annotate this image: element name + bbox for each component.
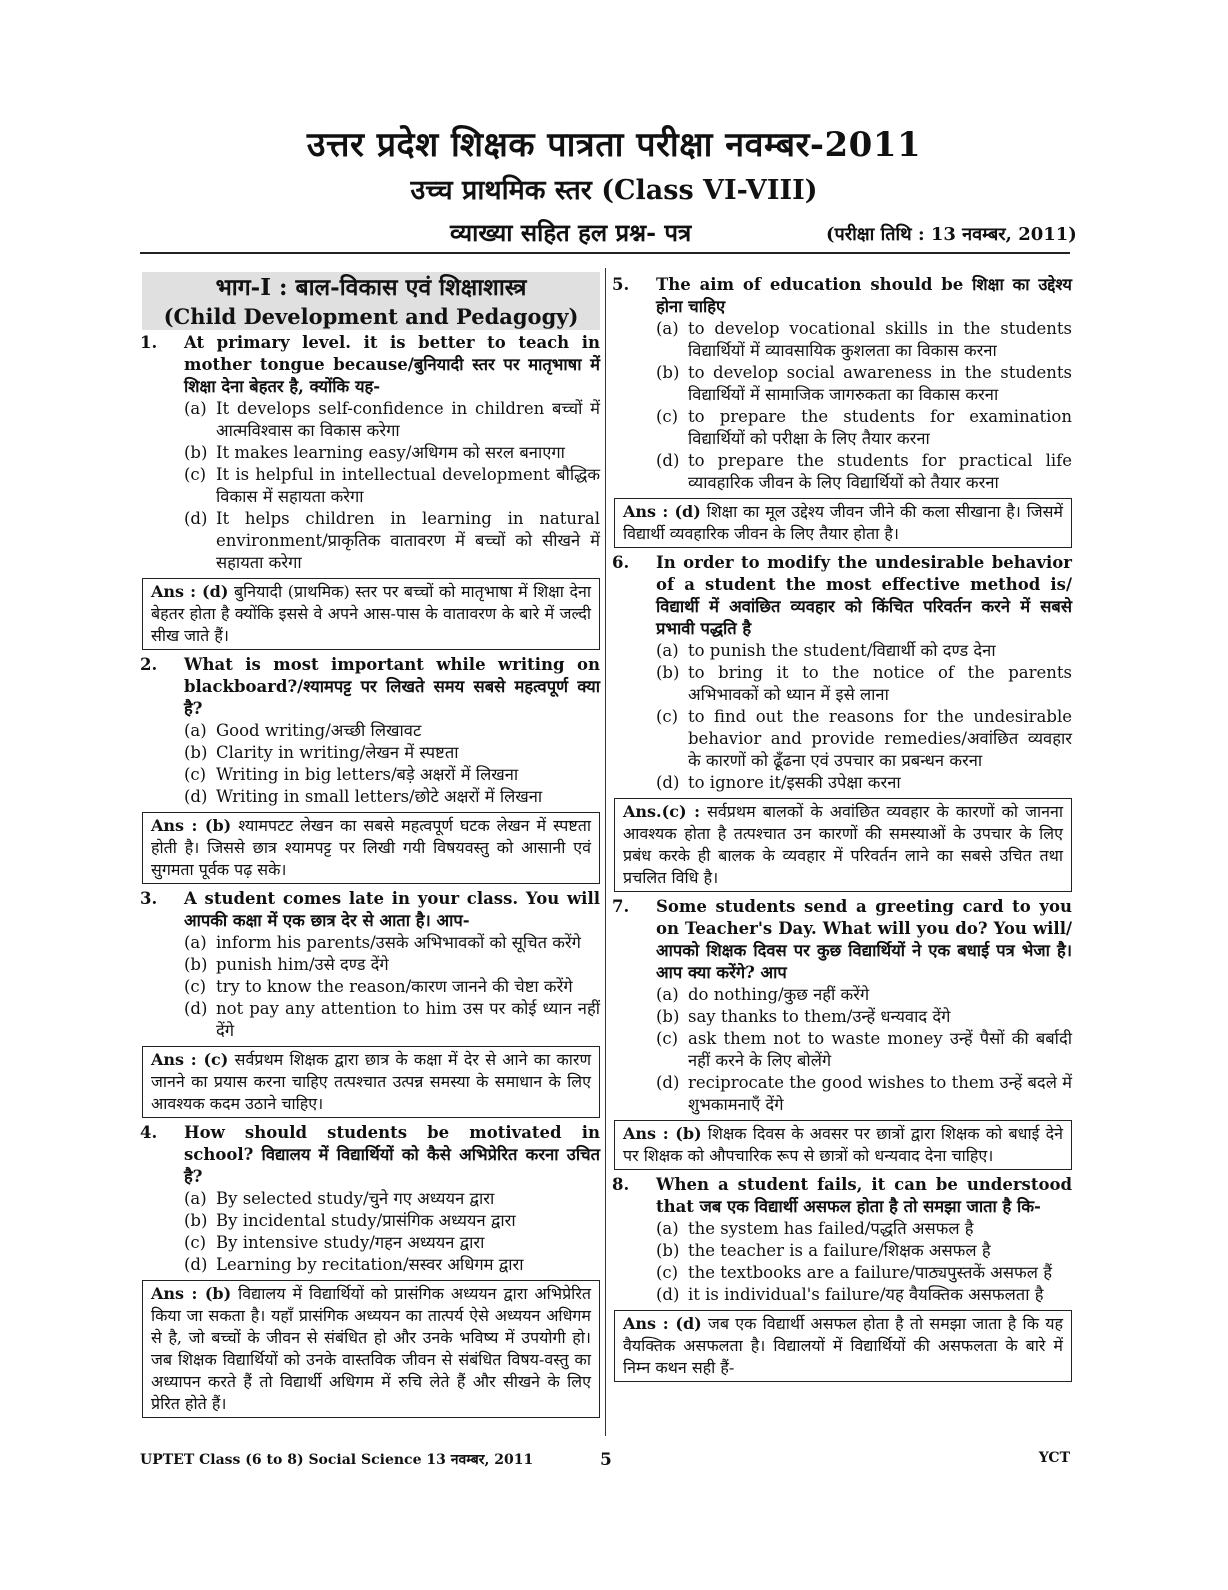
- option: [184, 464, 600, 508]
- question-text: Some students send a greeting card to you on Teacher's Day. What will you do? You will/आपको शिक्षक दिवस पर कुछ विद्यार्थियों ने एक बधाई पत्र भेजा है। आप क्या करेंगे? आप: [656, 897, 1072, 982]
- option-text: the textbooks are a failure/पाठ्यपुस्तकें असफल हैं: [688, 1263, 1052, 1282]
- answer-explanation: सर्वप्रथम शिक्षक द्वारा छात्र के कक्षा में देर से आने का कारण जानने का प्रयास करना चाहिए तत्पश्चात उत्पन्न समस्या के समाधान के लिए आवश्यक कदम उठाने चाहिए।: [151, 1050, 592, 1113]
- option-letter: (a): [184, 721, 207, 740]
- option: [656, 662, 1072, 706]
- option-letter: (b): [656, 663, 680, 682]
- question-text: The aim of education should be शिक्षा का उद्देश्य होना चाहिए: [656, 275, 1072, 316]
- option-text: By intensive study/गहन अध्ययन द्वारा: [216, 1233, 485, 1252]
- option-letter: (c): [184, 465, 207, 484]
- option: [656, 450, 1072, 494]
- option-text: to find out the reasons for the undesirable behavior and provide remedies/अवांछित व्यवहार के कारणों को ढूँढना एवं उपचार का प्रबन्धन करना: [688, 707, 1072, 770]
- answer-label: Ans : (d): [623, 1314, 702, 1333]
- option-letter: (c): [184, 977, 207, 996]
- option-text: the system has failed/पद्धति असफल है: [688, 1219, 974, 1238]
- option-letter: (c): [656, 1029, 679, 1048]
- option-text: ask them not to waste money उन्हें पैसों की बर्बादी नहीं करने के लिए बोलेंगे: [688, 1029, 1072, 1070]
- option: [656, 984, 1072, 1006]
- option-letter: (b): [656, 363, 680, 382]
- option-text: to prepare the students for practical life व्यावहारिक जीवन के लिए विद्यार्थियों को तैयार करना: [688, 451, 1072, 492]
- question-number: 5.: [612, 275, 630, 294]
- answer-explanation: शिक्षक दिवस के अवसर पर छात्रों द्वारा शिक्षक को बधाई देने पर शिक्षक को औपचारिक रूप से छात्रों को धन्यवाद देना चाहिए।: [623, 1124, 1063, 1165]
- answer-label: Ans : (d): [623, 502, 701, 521]
- option: [656, 640, 1072, 662]
- option-text: try to know the reason/कारण जानने की चेष्टा करेंगे: [216, 977, 573, 996]
- option-text: It develops self-confidence in children बच्चों में आत्मविश्वास का विकास करेगा: [216, 399, 600, 440]
- option: [184, 764, 600, 786]
- option: [184, 786, 600, 808]
- question-block: [612, 274, 1072, 548]
- question-text: A student comes late in your class. You will आपकी कक्षा में एक छात्र देर से आता है। आप-: [184, 889, 600, 930]
- section-heading: [142, 272, 600, 330]
- answer-explanation: शिक्षा का मूल उद्देश्य जीवन जीने की कला सीखाना है। जिसमें विद्यार्थी व्यवहारिक जीवन के लिए तैयार होता है।: [623, 502, 1063, 543]
- option-letter: (c): [184, 1233, 207, 1252]
- option-text: to prepare the students for examination विद्यार्थियों को परीक्षा के लिए तैयार करना: [688, 407, 1072, 448]
- question-block: [612, 1174, 1072, 1382]
- option-text: not pay any attention to him उस पर कोई ध्यान नहीं देंगे: [216, 999, 600, 1040]
- answer-box: [614, 498, 1072, 548]
- option-text: Writing in big letters/बड़े अक्षरों में लिखना: [216, 765, 519, 784]
- option: [656, 1262, 1072, 1284]
- option-letter: (b): [184, 743, 208, 762]
- option: [656, 318, 1072, 362]
- option-letter: (d): [184, 787, 208, 806]
- option-text: By selected study/चुने गए अध्ययन द्वारा: [216, 1189, 495, 1208]
- option-text: to develop social awareness in the students विद्यार्थियों में सामाजिक जागरुकता का विकास करना: [688, 363, 1072, 404]
- section-title-english: (Child Development and Pedagogy): [163, 304, 579, 329]
- question-number: 7.: [612, 897, 630, 916]
- option: [184, 442, 600, 464]
- option-text: to punish the student/विद्यार्थी को दण्ड देना: [688, 641, 996, 660]
- option: [184, 508, 600, 574]
- option: [656, 1006, 1072, 1028]
- option-text: It makes learning easy/अधिगम को सरल बनाएगा: [216, 443, 565, 462]
- option-text: inform his parents/उसके अभिभावकों को सूचित करेंगे: [216, 933, 581, 952]
- question-text: When a student fails, it can be understood that जब एक विद्यार्थी असफल होता है तो समझा जाता है कि-: [656, 1175, 1072, 1216]
- option: [184, 998, 600, 1042]
- answer-box: [142, 578, 600, 650]
- page-subtitle: उच्च प्राथमिक स्तर (Class VI-VIII): [410, 175, 818, 206]
- option-letter: (c): [184, 765, 207, 784]
- question-text: In order to modify the undesirable behavior of a student the most effective method is/विद्यार्थी में अवांछित व्यवहार को किंचित परिवर्तन करने में सबसे प्रभावी पद्धति है: [656, 553, 1072, 638]
- option-text: Learning by recitation/सस्वर अधिगम द्वारा: [216, 1255, 524, 1274]
- option: [656, 1072, 1072, 1116]
- section-title-hindi: भाग-I : बाल-विकास एवं शिक्षाशास्त्र: [215, 274, 527, 301]
- option-text: By incidental study/प्रासंगिक अध्ययन द्वारा: [216, 1211, 516, 1230]
- option: [656, 1028, 1072, 1072]
- option: [656, 1240, 1072, 1262]
- option-letter: (d): [656, 773, 680, 792]
- option-letter: (c): [656, 707, 679, 726]
- option-letter: (a): [656, 641, 679, 660]
- option-text: do nothing/कुछ नहीं करेंगे: [688, 985, 870, 1004]
- option-letter: (d): [184, 509, 208, 528]
- option: [184, 1188, 600, 1210]
- option: [656, 1218, 1072, 1240]
- page-title: उत्तर प्रदेश शिक्षक पात्रता परीक्षा नवम्बर-2011: [306, 125, 922, 165]
- option: [184, 1210, 600, 1232]
- answer-explanation: बुनियादी (प्राथमिक) स्तर पर बच्चों को मातृभाषा में शिक्षा देना बेहतर होता है क्योंकि इससे वे अपने आस-पास के वातावरण के बारे में जल्दी सीख जाते हैं।: [151, 582, 591, 645]
- option: [184, 954, 600, 976]
- option: [184, 1254, 600, 1276]
- option-letter: (b): [656, 1007, 680, 1026]
- option-text: say thanks to them/उन्हें धन्यवाद देंगे: [688, 1007, 951, 1026]
- solved-paper-label: व्याख्या सहित हल प्रश्न- पत्र: [450, 218, 692, 247]
- answer-explanation: श्यामपटट लेखन का सबसे महत्वपूर्ण घटक लेखन में स्पष्टता होती है। जिससे छात्र श्यामपट्ट पर लिखी गयी विषयवस्तु को आसानी एवं सुगमता पूर्वक पढ़ सके।: [151, 816, 591, 879]
- option-letter: (a): [184, 1189, 207, 1208]
- question-text: At primary level. it is better to teach in mother tongue because/बुनियादी स्तर पर मातृभाषा में शिक्षा देना बेहतर है, क्योंकि यह-: [184, 333, 600, 396]
- question-number: 8.: [612, 1175, 630, 1194]
- option-letter: (d): [184, 1255, 208, 1274]
- answer-label: Ans : (b): [623, 1124, 702, 1143]
- option-letter: (a): [656, 985, 679, 1004]
- option-text: punish him/उसे दण्ड देंगे: [216, 955, 389, 974]
- option-letter: (a): [184, 399, 207, 418]
- answer-box: [614, 1120, 1072, 1170]
- option-letter: (c): [656, 407, 679, 426]
- right-column: [612, 272, 1072, 1386]
- answer-label: Ans : (b): [151, 1284, 232, 1303]
- option-text: reciprocate the good wishes to them उन्हें बदले में शुभकामनाएँ देंगे: [688, 1073, 1072, 1114]
- answer-box: [614, 1310, 1072, 1382]
- option-text: Good writing/अच्छी लिखावट: [216, 721, 422, 740]
- footer-book-title: UPTET Class (6 to 8) Social Science 13 नवम्बर, 2011: [140, 1452, 534, 1468]
- option-letter: (a): [656, 319, 679, 338]
- option-text: Clarity in writing/लेखन में स्पष्टता: [216, 743, 459, 762]
- option: [184, 398, 600, 442]
- option-letter: (b): [184, 955, 208, 974]
- option: [656, 706, 1072, 772]
- option: [184, 976, 600, 998]
- option-text: It is helpful in intellectual development बौद्धिक विकास में सहायता करेगा: [216, 465, 600, 506]
- option-letter: (d): [656, 451, 680, 470]
- option-letter: (a): [184, 933, 207, 952]
- question-number: 4.: [140, 1123, 158, 1142]
- option-letter: (a): [656, 1219, 679, 1238]
- question-block: [140, 654, 600, 884]
- question-block: [612, 896, 1072, 1170]
- answer-explanation: विद्यालय में विद्यार्थियों को प्रासंगिक अध्ययन द्वारा अभिप्रेरित किया जा सकता है। यहाँ प्रासंगिक अध्ययन का तात्पर्य ऐसे अध्ययन अधिगम से है, जो बच्चों के जीवन से संबंधित हो और उनके भविष्य में उपयोगी हो। जब शिक्षक विद्यार्थियों को उनके वास्तविक जीवन से संबंधित विषय-वस्तु का अध्यापन करते हैं तो विद्यार्थी अधिगम में रुचि लेते हैं और सीखने के लिए प्रेरित होते हैं।: [151, 1284, 591, 1413]
- option-text: It helps children in learning in natural environment/प्राकृतिक वातावरण में बच्चों को सीखने में सहायता करेगा: [216, 509, 600, 572]
- question-number: 1.: [140, 333, 158, 352]
- option-text: it is individual's failure/यह वैयक्तिक असफलता है: [688, 1285, 1044, 1304]
- option: [184, 720, 600, 742]
- question-block: [140, 888, 600, 1118]
- question-number: 2.: [140, 655, 158, 674]
- answer-box: [142, 1280, 600, 1418]
- option-text: the teacher is a failure/शिक्षक असफल है: [688, 1241, 991, 1260]
- header-rule: [140, 252, 1070, 254]
- option-letter: (d): [184, 999, 208, 1018]
- option-letter: (c): [656, 1263, 679, 1282]
- question-text: How should students be motivated in school? विद्यालय में विद्यार्थियों को कैसे अभिप्रेरित करना उचित है?: [184, 1123, 600, 1186]
- option: [184, 932, 600, 954]
- option-text: Writing in small letters/छोटे अक्षरों में लिखना: [216, 787, 543, 806]
- page-number: 5: [600, 1450, 612, 1470]
- answer-box: [142, 1046, 600, 1118]
- option: [184, 1232, 600, 1254]
- question-number: 3.: [140, 889, 158, 908]
- option-letter: (b): [184, 1211, 208, 1230]
- question-block: [140, 1122, 600, 1418]
- question-text: What is most important while writing on blackboard?/श्यामपट्ट पर लिखते समय सबसे महत्वपूर्ण क्या है?: [184, 655, 600, 718]
- option-letter: (d): [656, 1073, 680, 1092]
- answer-label: Ans : (b): [151, 816, 232, 835]
- answer-box: [142, 812, 600, 884]
- answer-label: Ans : (c): [151, 1050, 229, 1069]
- answer-explanation: जब एक विद्यार्थी असफल होता है तो समझा जाता है कि यह वैयक्तिक असफलता है। विद्यालयों में विद्यार्थियों की असफलता के बारे में निम्न कथन सही हैं-: [623, 1314, 1064, 1377]
- option: [656, 362, 1072, 406]
- option-letter: (d): [656, 1285, 680, 1304]
- footer-publisher: YCT: [1038, 1450, 1070, 1466]
- question-number: 6.: [612, 553, 630, 572]
- option-letter: (b): [184, 443, 208, 462]
- exam-date: (परीक्षा तिथि : 13 नवम्बर, 2011): [826, 224, 1077, 245]
- answer-box: [614, 798, 1072, 892]
- option: [656, 406, 1072, 450]
- option-text: to bring it to the notice of the parents अभिभावकों को ध्यान में इसे लाना: [688, 663, 1072, 704]
- answer-label: Ans : (d): [151, 582, 229, 601]
- option: [656, 1284, 1072, 1306]
- question-block: [140, 332, 600, 650]
- answer-label: Ans.(c) :: [623, 802, 700, 821]
- option: [184, 742, 600, 764]
- option-text: to ignore it/इसकी उपेक्षा करना: [688, 773, 901, 792]
- left-column: [140, 272, 600, 1422]
- option: [656, 772, 1072, 794]
- column-divider: [605, 268, 606, 1436]
- question-block: [612, 552, 1072, 892]
- option-letter: (b): [656, 1241, 680, 1260]
- answer-explanation: सर्वप्रथम बालकों के अवांछित व्यवहार के कारणों को जानना आवश्यक होता है तत्पश्चात उन कारणों की समस्याओं के उपचार के लिए प्रबंध करके ही बालक के व्यवहार में परिवर्तन लाने का सबसे उचित तथा प्रचलित विधि है।: [623, 802, 1063, 887]
- option-text: to develop vocational skills in the students विद्यार्थियों में व्यावसायिक कुशलता का विकास करना: [688, 319, 1072, 360]
